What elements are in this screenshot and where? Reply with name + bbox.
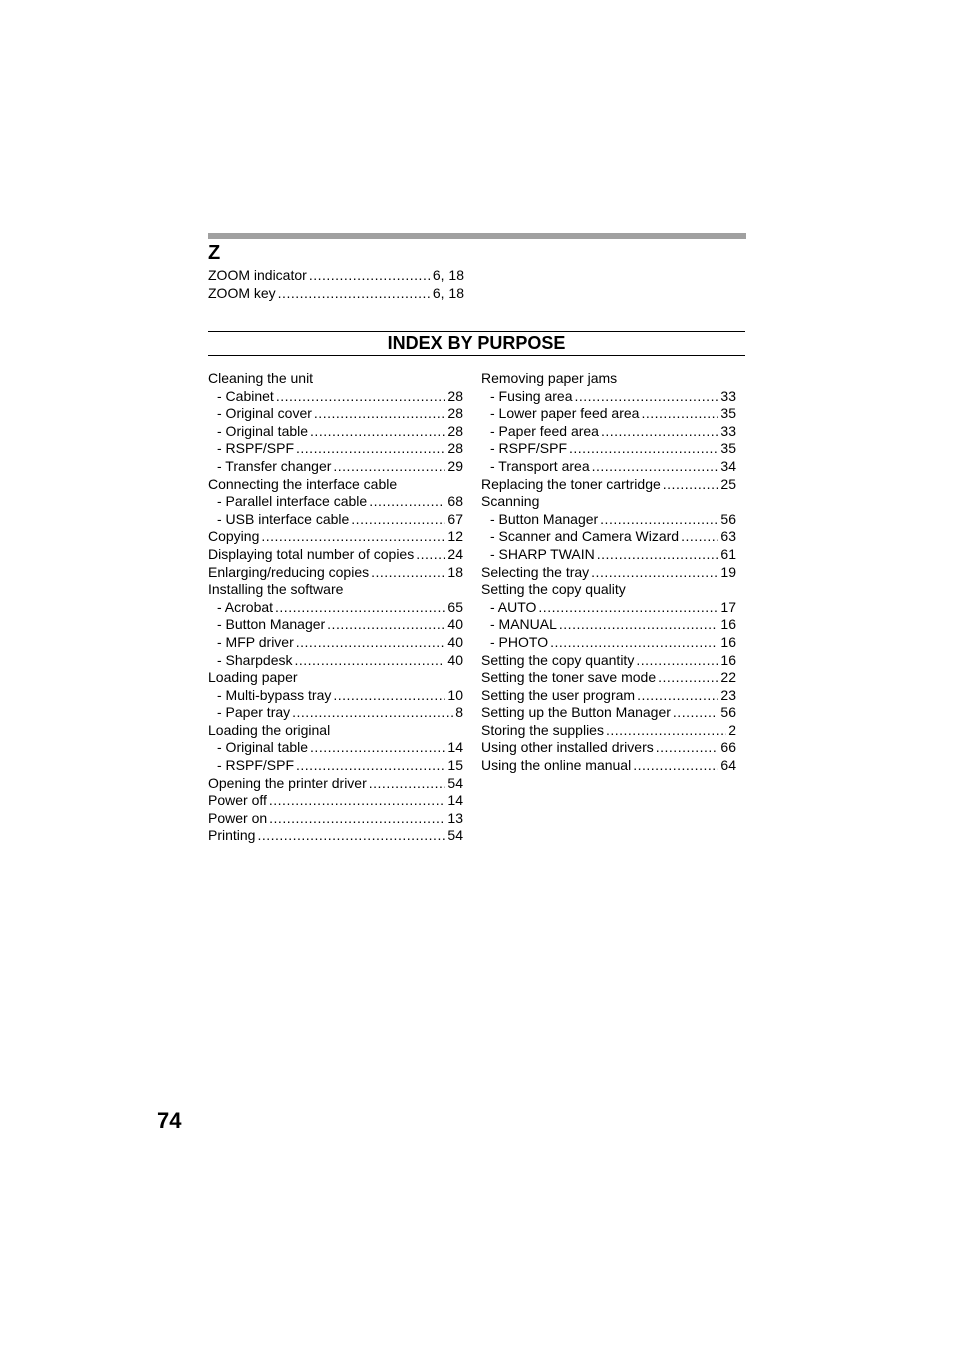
z-index-list: [208, 267, 464, 302]
entry-label: Connecting the interface cable: [208, 475, 398, 492]
entry-page: 28: [447, 405, 463, 422]
index-subentry: [481, 599, 736, 617]
entry-page: 28: [447, 440, 463, 457]
entry-label: - Lower paper feed area: [490, 405, 640, 422]
dot-leader: [371, 564, 445, 582]
entry-page: 19: [720, 563, 736, 580]
dot-leader: [637, 687, 718, 705]
dot-leader: [369, 493, 445, 511]
dot-leader: [597, 546, 719, 564]
entry-page: 54: [447, 827, 463, 844]
index-subentry: [208, 634, 463, 652]
entry-page: 14: [447, 792, 463, 809]
index-entry: [208, 792, 463, 810]
index-subentry: [481, 511, 736, 529]
dot-leader: [601, 423, 718, 441]
entry-label: ZOOM key: [208, 284, 276, 301]
entry-label: - Scanner and Camera Wizard: [490, 528, 680, 545]
entry-label: - Paper feed area: [490, 422, 599, 439]
dot-leader: [310, 423, 445, 441]
dot-leader: [261, 528, 445, 546]
dot-leader: [275, 599, 445, 617]
index-subentry: [208, 687, 463, 705]
entry-page: 16: [720, 633, 736, 650]
entry-page: 25: [720, 475, 736, 492]
dot-leader: [257, 827, 445, 845]
index-entry: [208, 546, 463, 564]
index-entry: [208, 267, 464, 285]
index-subentry: [208, 458, 463, 476]
dot-leader: [296, 634, 446, 652]
index-entry: [208, 528, 463, 546]
entry-label: Setting the user program: [481, 686, 636, 703]
entry-label: Setting the toner save mode: [481, 669, 657, 686]
entry-label: ZOOM indicator: [208, 267, 307, 283]
dot-leader: [559, 616, 719, 634]
entry-page: 40: [447, 651, 463, 668]
entry-label: - Cabinet: [217, 387, 274, 404]
entry-label: - MFP driver: [217, 633, 294, 650]
entry-label: Displaying total number of copies: [208, 545, 415, 562]
index-entry: [208, 564, 463, 582]
index-entry: [208, 370, 463, 388]
dot-leader: [550, 634, 718, 652]
entry-page: 17: [720, 598, 736, 615]
dot-leader: [416, 546, 445, 564]
index-entry: [481, 739, 736, 757]
dot-leader: [269, 792, 446, 810]
index-subentry: [208, 739, 463, 757]
index-subentry: [208, 388, 463, 406]
entry-page: 68: [447, 493, 463, 510]
entry-page: 34: [720, 457, 736, 474]
index-column-right: [481, 370, 736, 775]
entry-label: - Fusing area: [490, 387, 573, 404]
entry-page: 10: [447, 686, 463, 703]
dot-leader: [333, 458, 445, 476]
entry-page: 66: [720, 739, 736, 756]
entry-label: Using other installed drivers: [481, 739, 654, 756]
dot-leader: [278, 285, 431, 303]
entry-label: - USB interface cable: [217, 510, 350, 527]
entry-label: - AUTO: [490, 598, 537, 615]
entry-label: - Original table: [217, 739, 309, 756]
entry-label: Copying: [208, 528, 260, 545]
entry-label: Setting the copy quality: [481, 581, 626, 598]
entry-page: 33: [720, 387, 736, 404]
index-entry: [208, 476, 463, 494]
entry-label: - PHOTO: [490, 633, 549, 650]
index-entry: [208, 810, 463, 828]
index-entry: [481, 564, 736, 582]
entry-page: 64: [720, 757, 736, 774]
entry-label: - Transport area: [490, 457, 590, 474]
entry-page: 23: [720, 686, 736, 703]
entry-page: 22: [720, 669, 736, 686]
entry-label: - Sharpdesk: [217, 651, 293, 668]
entry-page: 33: [720, 422, 736, 439]
entry-label: Opening the printer driver: [208, 774, 367, 791]
dot-leader: [592, 458, 719, 476]
entry-label: Scanning: [481, 493, 540, 510]
entry-page: 24: [447, 545, 463, 562]
entry-label: - Paper tray: [217, 704, 291, 721]
entry-label: Installing the software: [208, 581, 344, 598]
dot-leader: [574, 388, 718, 406]
dot-leader: [681, 528, 718, 546]
index-subentry: [208, 423, 463, 441]
dot-leader: [663, 476, 719, 494]
dot-leader: [314, 405, 446, 423]
entry-label: Printing: [208, 827, 256, 844]
entry-page: 63: [720, 528, 736, 545]
entry-page: 35: [720, 405, 736, 422]
index-subentry: [481, 440, 736, 458]
entry-label: - Acrobat: [217, 598, 274, 615]
index-subentry: [208, 493, 463, 511]
section-title: INDEX BY PURPOSE: [387, 333, 566, 353]
entry-page: 15: [447, 757, 463, 774]
dot-leader: [569, 440, 718, 458]
entry-page: 67: [447, 510, 463, 527]
dot-leader: [656, 739, 719, 757]
entry-label: Storing the supplies: [481, 721, 604, 738]
entry-label: Power on: [208, 809, 268, 826]
entry-page: 16: [720, 616, 736, 633]
index-entry: [481, 757, 736, 775]
index-entry: [481, 493, 736, 511]
index-subentry: [208, 704, 463, 722]
index-subentry: [481, 423, 736, 441]
entry-page: 29: [447, 457, 463, 474]
index-entry: [481, 704, 736, 722]
dot-leader: [269, 810, 445, 828]
entry-label: Setting up the Button Manager: [481, 704, 671, 721]
entry-label: - RSPF/SPF: [217, 440, 295, 457]
index-entry: [208, 285, 464, 303]
entry-page: 6, 18: [432, 267, 464, 283]
index-column-left: [208, 370, 463, 845]
index-subentry: [208, 757, 463, 775]
dot-leader: [294, 652, 445, 670]
index-subentry: [481, 405, 736, 423]
entry-page: 54: [447, 774, 463, 791]
entry-label: Power off: [208, 792, 267, 809]
entry-page: 18: [447, 563, 463, 580]
dot-leader: [351, 511, 445, 529]
entry-label: Loading paper: [208, 669, 298, 686]
entry-page: 2: [728, 721, 736, 738]
dot-leader: [633, 757, 718, 775]
entry-label: Using the online manual: [481, 757, 632, 774]
entry-page: 40: [447, 633, 463, 650]
index-subentry: [208, 616, 463, 634]
dot-leader: [309, 267, 431, 285]
entry-label: - MANUAL: [490, 616, 557, 633]
entry-label: Removing paper jams: [481, 370, 618, 386]
entry-label: - Multi-bypass tray: [217, 686, 332, 703]
index-entry: [208, 827, 463, 845]
entry-label: - Parallel interface cable: [217, 493, 368, 510]
entry-label: - RSPF/SPF: [217, 757, 295, 774]
title-rule-bottom: [208, 355, 745, 356]
index-subentry: [481, 388, 736, 406]
dot-leader: [310, 739, 445, 757]
index-entry: [208, 775, 463, 793]
index-subentry: [208, 511, 463, 529]
entry-page: 61: [720, 545, 736, 562]
index-subentry: [208, 652, 463, 670]
index-entry: [481, 687, 736, 705]
entry-page: 8: [455, 704, 463, 721]
entry-label: Cleaning the unit: [208, 370, 314, 386]
index-entry: [481, 581, 736, 599]
index-subentry: [481, 458, 736, 476]
entry-label: - RSPF/SPF: [490, 440, 568, 457]
index-subentry: [481, 546, 736, 564]
dot-leader: [600, 511, 718, 529]
dot-leader: [276, 388, 446, 406]
index-subentry: [481, 616, 736, 634]
entry-page: 56: [720, 704, 736, 721]
section-divider-bar: [208, 233, 746, 239]
index-subentry: [208, 599, 463, 617]
dot-leader: [658, 669, 718, 687]
entry-page: 28: [447, 387, 463, 404]
index-letter-heading: Z: [208, 242, 221, 264]
entry-page: 12: [447, 528, 463, 545]
index-entry: [208, 669, 463, 687]
dot-leader: [292, 704, 453, 722]
index-entry: [481, 669, 736, 687]
dot-leader: [296, 757, 445, 775]
entry-label: - Button Manager: [490, 510, 599, 527]
index-subentry: [208, 440, 463, 458]
index-entry: [481, 652, 736, 670]
index-entry: [481, 370, 736, 388]
dot-leader: [538, 599, 718, 617]
page-number: 74: [157, 1108, 182, 1133]
dot-leader: [606, 722, 726, 740]
dot-leader: [296, 440, 445, 458]
entry-label: - Transfer changer: [217, 457, 332, 474]
entry-page: 6, 18: [432, 284, 464, 301]
index-subentry: [208, 405, 463, 423]
entry-label: - Original cover: [217, 405, 312, 422]
entry-page: 13: [447, 809, 463, 826]
entry-label: Loading the original: [208, 721, 331, 738]
entry-page: 65: [447, 598, 463, 615]
dot-leader: [641, 405, 718, 423]
dot-leader: [591, 564, 718, 582]
dot-leader: [369, 775, 446, 793]
entry-label: Enlarging/reducing copies: [208, 563, 370, 580]
entry-label: Replacing the toner cartridge: [481, 475, 661, 492]
entry-page: 28: [447, 422, 463, 439]
entry-page: 56: [720, 510, 736, 527]
dot-leader: [673, 704, 719, 722]
index-entry: [208, 581, 463, 599]
entry-label: Selecting the tray: [481, 563, 590, 580]
index-subentry: [481, 634, 736, 652]
entry-label: - Button Manager: [217, 616, 326, 633]
entry-label: Setting the copy quantity: [481, 651, 635, 668]
index-subentry: [481, 528, 736, 546]
entry-label: - Original table: [217, 422, 309, 439]
dot-leader: [636, 652, 718, 670]
dot-leader: [327, 616, 445, 634]
entry-page: 16: [720, 651, 736, 668]
entry-page: 35: [720, 440, 736, 457]
dot-leader: [333, 687, 445, 705]
entry-label: - SHARP TWAIN: [490, 545, 595, 562]
index-entry: [481, 476, 736, 494]
index-entry: [481, 722, 736, 740]
entry-page: 14: [447, 739, 463, 756]
index-entry: [208, 722, 463, 740]
entry-page: 40: [447, 616, 463, 633]
